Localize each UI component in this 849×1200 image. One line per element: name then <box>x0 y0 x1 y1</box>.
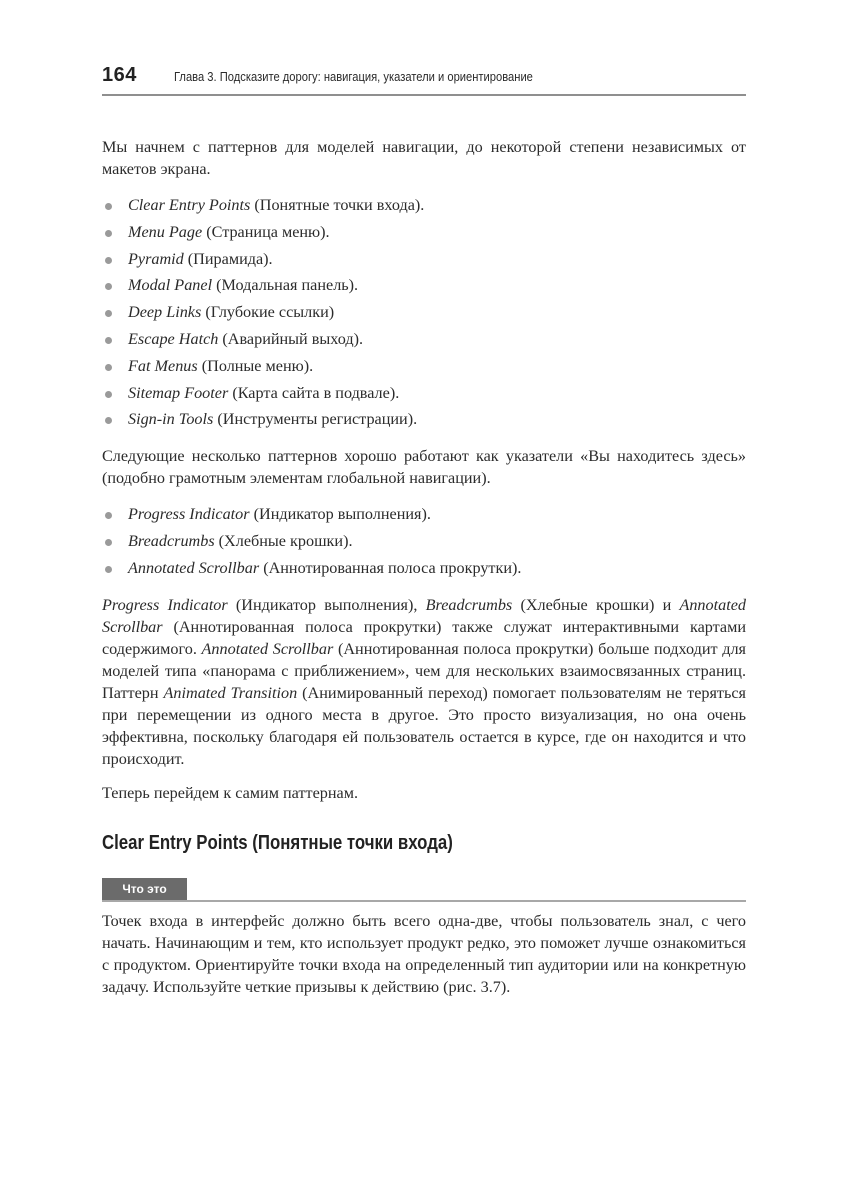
bullet-icon <box>105 337 112 344</box>
bullet-icon <box>105 391 112 398</box>
bullet-icon <box>105 364 112 371</box>
pattern-desc: (Аварийный выход). <box>218 329 364 348</box>
intro-paragraph: Мы начнем с паттернов для моделей навигации, до некоторой степени независимых от макетов экрана. <box>102 138 746 178</box>
bullet-icon <box>105 283 112 290</box>
transition-paragraph: Теперь перейдем к самим паттернам. <box>102 783 358 802</box>
pattern-desc: (Пирамида). <box>183 249 273 268</box>
pattern-desc: (Хлебные крошки). <box>214 531 353 550</box>
pattern-desc: (Глубокие ссылки) <box>201 303 335 322</box>
list-item <box>102 380 746 407</box>
text-span: (Аннотированная полоса прокрутки) больше подходит для моделей типа «панорама с приближением», чем для нескольких взаимосвязанных страниц. Паттерн <box>102 639 746 702</box>
term-animated-transition: Animated Transition <box>163 683 298 702</box>
bullet-icon <box>105 512 112 519</box>
pattern-term: Escape Hatch <box>128 329 219 348</box>
bullet-icon <box>105 566 112 573</box>
pattern-term: Breadcrumbs <box>128 531 215 550</box>
navigation-patterns-list <box>102 192 746 433</box>
list-item <box>102 219 746 246</box>
pattern-term: Clear Entry Points <box>128 196 251 214</box>
pattern-term: Sitemap Footer <box>128 383 229 402</box>
list-item <box>102 555 746 582</box>
interactive-maps-paragraph <box>102 594 746 770</box>
pattern-desc: (Модальная панель). <box>212 276 359 295</box>
bullet-icon <box>105 310 112 317</box>
section-body-paragraph: Точек входа в интерфейс должно быть всего одна-две, чтобы пользователь знал, с чего начать. Начинающим и тем, кто использует продукт редко, это поможет лучше ознакомиться с продуктом. Ориентируйте точки входа на определенный тип аудитории или на конкретную задачу. Используйте четкие призывы к действию (рис. 3.7). <box>102 911 746 996</box>
section-heading: Clear Entry Points (Понятные точки входа) <box>102 831 453 854</box>
list-item <box>102 501 746 528</box>
bullet-icon <box>105 230 112 237</box>
pattern-term: Annotated Scrollbar <box>128 558 260 577</box>
page-body <box>102 136 746 998</box>
pattern-desc: (Аннотированная полоса прокрутки). <box>259 558 522 577</box>
text-span: (Хлебные крошки) и <box>512 595 680 614</box>
pattern-term: Sign-in Tools <box>128 410 214 429</box>
list-item <box>102 246 746 273</box>
running-title: Глава 3. Подсказите дорогу: навигация, указатели и ориентирование <box>174 69 533 84</box>
term-annotated-scrollbar: Annotated Scrollbar <box>102 595 746 636</box>
bullet-icon <box>105 417 112 424</box>
list-item <box>102 272 746 299</box>
pattern-desc: (Страница меню). <box>202 222 330 241</box>
list-item <box>102 326 746 353</box>
list-item <box>102 528 746 555</box>
list-item <box>102 353 746 380</box>
you-are-here-patterns-list <box>102 501 746 581</box>
bullet-icon <box>105 539 112 546</box>
page-header <box>102 64 746 96</box>
term-breadcrumbs: Breadcrumbs <box>425 595 513 614</box>
pattern-term: Menu Page <box>128 222 203 241</box>
term-progress-indicator: Progress Indicator <box>102 595 228 614</box>
what-is-it-label: Что это <box>102 878 187 900</box>
pattern-term: Modal Panel <box>128 276 213 295</box>
pattern-desc: (Индикатор выполнения). <box>249 505 431 524</box>
what-is-it-bar <box>102 878 746 902</box>
list-item <box>102 406 746 433</box>
text-span: (Анимированный переход) помогает пользователям не теряться при перемещении из одного места в другое. Это просто визуализация, но она очень эффективна, поскольку благодаря ей пользователь остается в курсе, где он находится и что происходит. <box>102 683 747 768</box>
pattern-term: Pyramid <box>128 249 184 268</box>
pattern-term: Deep Links <box>128 303 202 322</box>
list-item <box>102 192 746 219</box>
list-item <box>102 299 746 326</box>
pattern-term: Progress Indicator <box>128 505 250 524</box>
term-annotated-scrollbar: Annotated Scrollbar <box>201 639 334 658</box>
text-span: (Аннотированная полоса прокрутки) также служат интерактивными картами содержимого. <box>102 617 746 658</box>
text-span: (Индикатор выполнения), <box>227 595 426 614</box>
pattern-desc: (Полные меню). <box>197 356 314 375</box>
bullet-icon <box>105 203 112 210</box>
bullet-icon <box>105 257 112 264</box>
you-are-here-paragraph: Следующие несколько паттернов хорошо работают как указатели «Вы находитесь здесь» (подобно грамотным элементам глобальной навигации). <box>102 447 746 488</box>
pattern-desc: (Инструменты регистрации). <box>213 410 418 429</box>
pattern-desc: (Понятные точки входа). <box>250 196 425 214</box>
pattern-term: Fat Menus <box>128 356 198 375</box>
page-number: 164 <box>102 64 137 86</box>
pattern-desc: (Карта сайта в подвале). <box>228 383 400 402</box>
